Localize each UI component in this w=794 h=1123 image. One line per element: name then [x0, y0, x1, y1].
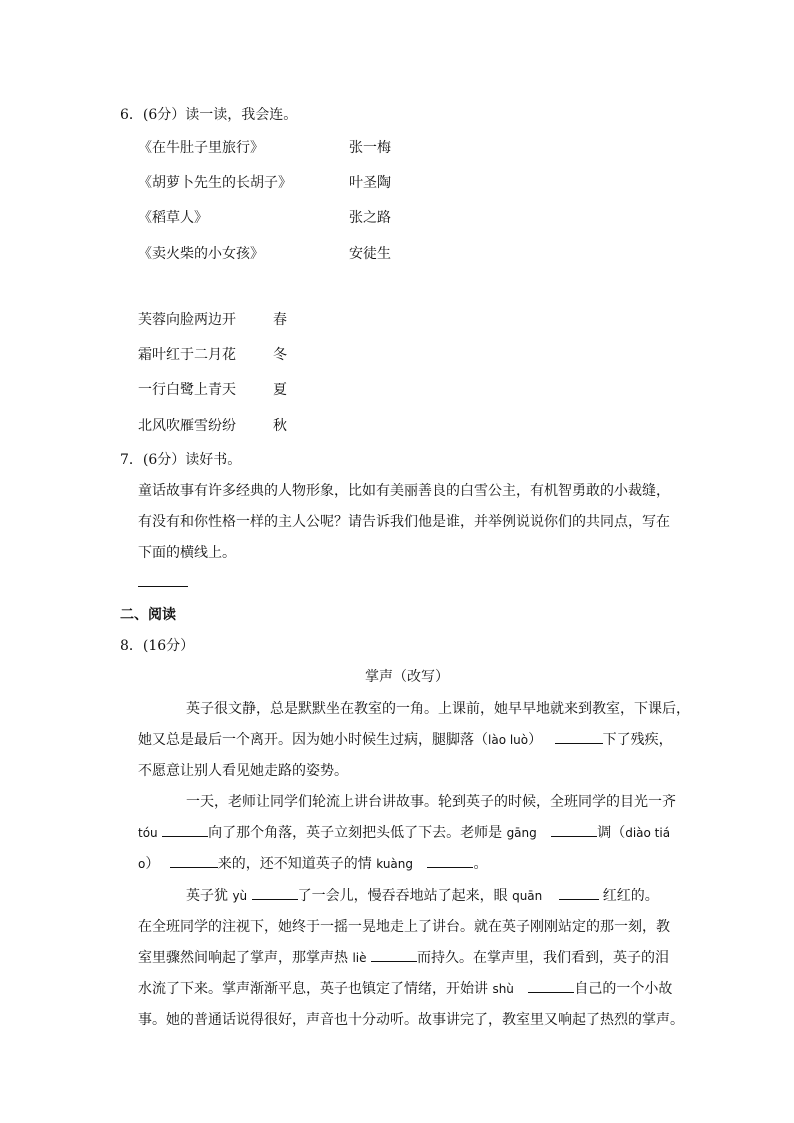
passage-line — [138, 853, 487, 873]
passage-text: 她又总是最后一个离开。因为她小时候生过病，腿脚落（ — [138, 732, 488, 748]
q7-text-line: 童话故事有许多经典的人物形象，比如有美丽善良的白雪公主，有机智勇敢的小裁缝， — [138, 483, 670, 499]
passage-text: 而持久。在掌声里，我们看到，英子的泪 — [416, 950, 669, 966]
answer-blank[interactable] — [170, 853, 218, 868]
author-item: 安徒生 — [349, 246, 391, 262]
passage-line — [186, 885, 659, 905]
author-item: 叶圣陶 — [349, 175, 391, 191]
passage-text: ） — [145, 856, 160, 872]
passage-line: 一天，老师让同学们轮流上讲台讲故事。轮到英子的时候，全班同学的目光一齐 — [186, 794, 676, 810]
passage-text: 了一会儿，慢吞吞地站了起来，眼 — [297, 888, 508, 904]
passage-text: 红红的。 — [602, 888, 659, 904]
answer-blank[interactable] — [559, 885, 599, 900]
q7-header: 7．(6分）读好书。 — [120, 452, 242, 468]
passage-text: 自己的一个小故 — [574, 981, 673, 997]
season-item: 秋 — [273, 418, 287, 434]
answer-blank[interactable] — [427, 853, 473, 868]
q7-text-line: 下面的横线上。 — [138, 545, 236, 561]
season-item: 夏 — [273, 382, 287, 398]
passage-text: 室里骤然间响起了掌声，那掌声热 — [138, 950, 348, 966]
answer-blank[interactable] — [528, 978, 574, 993]
q8-header: 8．(16分） — [120, 638, 195, 654]
poem-line: 北风吹雁雪纷纷 — [138, 418, 236, 434]
passage-text: ） — [528, 732, 543, 748]
poem-line: 一行白鹭上青天 — [138, 382, 236, 398]
poem-line: 芙蓉向脸两边开 — [138, 312, 236, 328]
passage-line — [138, 822, 670, 842]
answer-blank[interactable] — [252, 885, 298, 900]
passage-line: 事。她的普通话说得很好，声音也十分动听。故事讲完了，教室里又响起了热烈的掌声。 — [138, 1012, 684, 1028]
pinyin: shù — [492, 982, 514, 996]
passage-text: 来的，还不知道英子的情 — [217, 856, 372, 872]
passage-text: 英子犹 — [186, 888, 228, 904]
pinyin: kuàng — [376, 857, 414, 871]
pinyin: gāng — [506, 826, 537, 840]
pinyin: lào luò — [488, 733, 529, 747]
passage-text: 下了残疾， — [602, 732, 673, 748]
passage-line — [138, 729, 673, 749]
passage-line: 英子很文静，总是默默坐在教室的一角。上课前，她早早地就来到教室，下课后， — [186, 701, 690, 717]
pinyin: liè — [352, 951, 367, 965]
passage-text: 调（ — [597, 825, 626, 841]
author-item: 张一梅 — [349, 140, 391, 156]
passage-line — [138, 947, 669, 967]
passage-title: 掌声（改写） — [365, 669, 449, 685]
book-item: 《在牛肚子里旅行》 — [138, 140, 264, 156]
answer-blank[interactable] — [551, 822, 597, 837]
answer-blank[interactable] — [371, 947, 417, 962]
book-item: 《卖火柴的小女孩》 — [138, 246, 264, 262]
answer-blank[interactable] — [162, 822, 208, 837]
pinyin: o — [138, 857, 146, 871]
poem-line: 霜叶红于二月花 — [138, 347, 236, 363]
passage-text: 。 — [473, 856, 488, 872]
answer-blank[interactable] — [138, 574, 188, 587]
q7-text-line: 有没有和你性格一样的主人公呢？请告诉我们他是谁，并举例说说你们的共同点，写在 — [138, 514, 670, 530]
passage-text: 水流了下来。掌声渐渐平息，英子也镇定了情绪，开始讲 — [138, 981, 488, 997]
passage-line — [138, 978, 672, 998]
season-item: 冬 — [273, 347, 287, 363]
pinyin: diào tiá — [625, 826, 671, 840]
section-heading: 二、阅读 — [120, 607, 176, 623]
answer-blank[interactable] — [555, 729, 603, 744]
passage-text: 向了那个角落，英子立刻把头低了下去。老师是 — [208, 825, 503, 841]
pinyin: yù — [232, 889, 248, 903]
q6-header: 6．(6分）读一读，我会连。 — [120, 107, 298, 123]
pinyin: quān — [512, 889, 543, 903]
season-item: 春 — [273, 312, 287, 328]
passage-line: 在全班同学的注视下，她终于一摇一晃地走上了讲台。就在英子刚刚站定的那一刻，教 — [138, 919, 670, 935]
author-item: 张之路 — [349, 210, 391, 226]
book-item: 《稻草人》 — [138, 210, 208, 226]
passage-line: 不愿意让别人看见她走路的姿势。 — [138, 763, 348, 779]
book-item: 《胡萝卜先生的长胡子》 — [138, 175, 292, 191]
pinyin: tóu — [138, 826, 158, 840]
